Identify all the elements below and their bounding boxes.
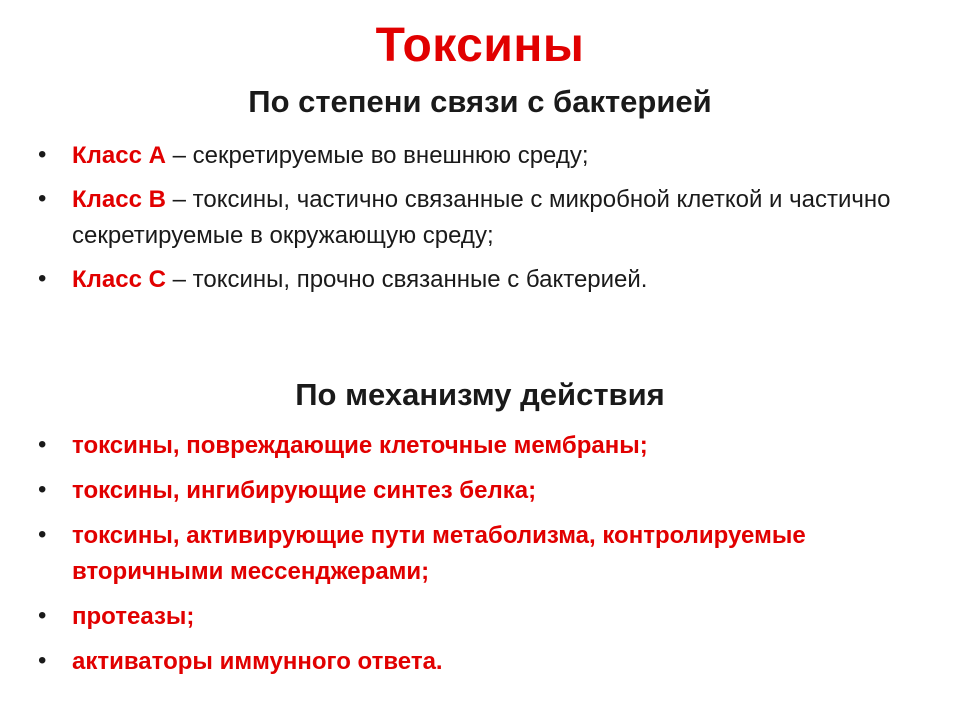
bullet: • xyxy=(38,431,47,458)
class-description: – токсины, прочно связанные с бактерией. xyxy=(165,266,648,293)
bullet: • xyxy=(38,602,47,629)
slide-title: Токсины xyxy=(375,19,585,72)
list-item xyxy=(38,473,938,509)
mechanism-text: токсины, ингибирующие синтез белка; xyxy=(72,477,537,504)
class-description: – токсины, частично связанные с микробной клеткой и частично секретируемые в окружающую среду; xyxy=(72,186,891,249)
mechanism-text: токсины, повреждающие клеточные мембраны; xyxy=(72,432,648,459)
list-item xyxy=(38,599,938,635)
list-item xyxy=(38,138,938,174)
bullet: • xyxy=(38,265,47,292)
list-item xyxy=(38,644,938,680)
section-heading-binding: По степени связи с бактерией xyxy=(248,84,712,119)
class-description: – секретируемые во внешнюю среду; xyxy=(165,142,589,169)
class-label: Класс А xyxy=(72,142,166,169)
bullet: • xyxy=(38,647,47,674)
class-label: Класс С xyxy=(72,266,166,293)
list-item xyxy=(38,182,938,254)
mechanism-text: токсины, активирующие пути метаболизма, контролируемые вторичными мессенджерами; xyxy=(72,522,806,585)
mechanism-list xyxy=(38,428,938,689)
class-label: Класс В xyxy=(72,186,166,213)
list-item xyxy=(38,428,938,464)
list-item xyxy=(38,262,938,298)
mechanism-text: протеазы; xyxy=(72,603,195,630)
list-item xyxy=(38,518,938,590)
bullet: • xyxy=(38,141,47,168)
section-heading-mechanism: По механизму действия xyxy=(295,377,665,412)
bullet: • xyxy=(38,521,47,548)
mechanism-text: активаторы иммунного ответа. xyxy=(72,648,443,675)
binding-class-list xyxy=(38,138,938,306)
bullet: • xyxy=(38,185,47,212)
bullet: • xyxy=(38,476,47,503)
